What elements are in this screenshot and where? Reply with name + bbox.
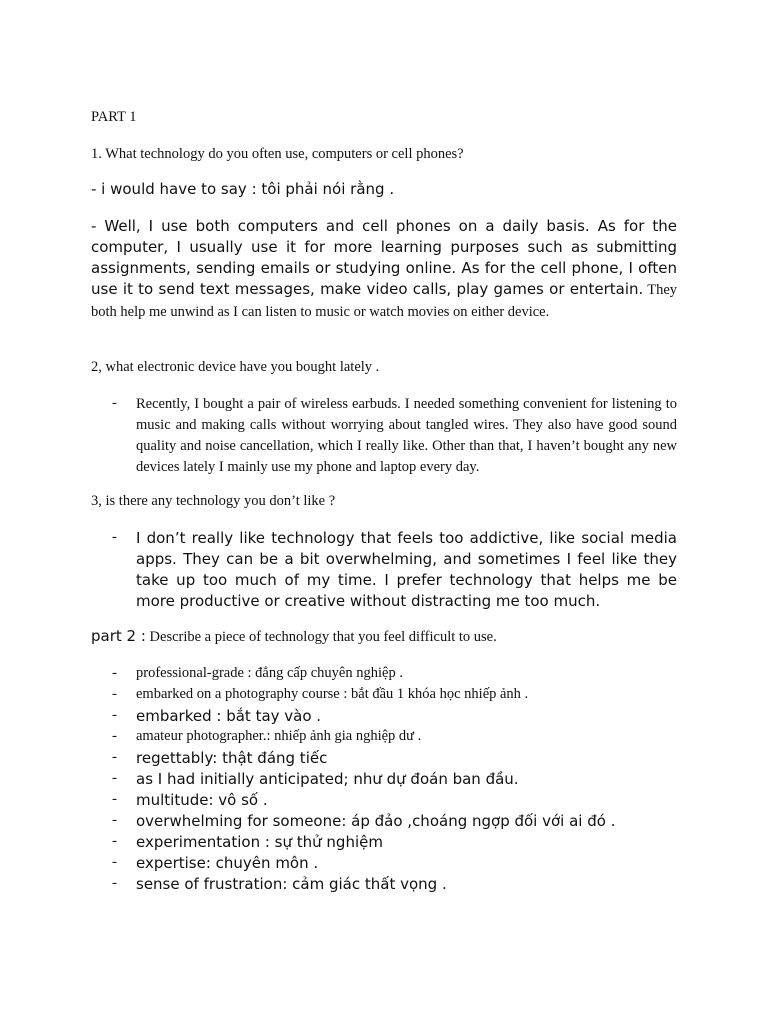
bullet-dash: -	[112, 875, 117, 891]
vocab-text: regettably: thật đáng tiếc	[136, 749, 328, 767]
bullet-dash: -	[112, 707, 117, 723]
vocab-text: amateur photographer.: nhiếp ảnh gia nghiệp dư .	[136, 728, 422, 744]
answer-2: Recently, I bought a pair of wireless earbuds. I needed something convenient for listening to music and making calls without worrying about tangled wires. They also have good sound quality and noise cancellation, which I really like. Other than that, I haven’t bought any new devices lately I mainly use my phone and laptop every day.	[136, 396, 677, 475]
bullet-dash: -	[112, 395, 117, 411]
question-3: 3, is there any technology you don’t like ?	[91, 493, 336, 509]
vocab-item	[0, 770, 700, 791]
answer-1-tail: They both help me unwind as I can listen to music or watch movies on either device.	[91, 282, 678, 320]
bullet-dash: -	[112, 770, 117, 786]
vocab-item	[0, 707, 700, 728]
part1-heading: PART 1	[91, 109, 137, 125]
part2-heading	[91, 627, 677, 646]
bullet-dash: -	[112, 854, 117, 870]
answer-1	[91, 216, 677, 323]
answer-1-main: - Well, I use both computers and cell phones on a daily basis. As for the computer, I usually use it for more learning purposes such as submitting assignments, sending emails or studying online. As for the cell phone, I often use it to send text messages, make video calls, play games or entertain.	[91, 217, 677, 298]
vocab-text: embarked : bắt tay vào .	[136, 707, 322, 725]
part2-label: part 2 :	[91, 627, 146, 645]
vocab-item	[0, 875, 700, 896]
bullet-dash: -	[112, 749, 117, 765]
vocab-text: overwhelming for someone: áp đảo ,choáng ngợp đối với ai đó .	[136, 812, 616, 830]
vocab-item	[0, 686, 700, 707]
vocab-text: embarked on a photography course : bắt đầu 1 khóa học nhiếp ảnh .	[136, 686, 529, 702]
bullet-dash: -	[112, 665, 117, 681]
bullet-dash: -	[112, 529, 117, 545]
bullet-dash: -	[112, 686, 117, 702]
vocab-item	[0, 665, 700, 686]
vocab-item	[0, 833, 700, 854]
vocab-text: sense of frustration: cảm giác thất vọng .	[136, 875, 447, 893]
vocab-text: experimentation : sự thử nghiệm	[136, 833, 383, 851]
vocab-item	[0, 728, 700, 749]
vocab-text: professional-grade : đẳng cấp chuyên nghiệp .	[136, 665, 403, 681]
question-2: 2, what electronic device have you bought lately .	[91, 359, 380, 375]
bullet-dash: -	[112, 833, 117, 849]
vocab-text: expertise: chuyên môn .	[136, 854, 319, 872]
part2-prompt: Describe a piece of technology that you feel difficult to use.	[145, 629, 497, 645]
vocab-text: multitude: vô số .	[136, 791, 268, 809]
vocab-text: as I had initially anticipated; như dự đoán ban đầu.	[136, 770, 519, 788]
bullet-dash: -	[112, 812, 117, 828]
vocab-item	[0, 749, 700, 770]
question-1: 1. What technology do you often use, computers or cell phones?	[91, 146, 464, 162]
answer-3: I don’t really like technology that feels too addictive, like social media apps. They can be a bit overwhelming, and sometimes I feel like they take up too much of my time. I prefer technology that helps me be more productive or creative without distracting me too much.	[136, 529, 677, 610]
note-phrase: - i would have to say : tôi phải nói rằng .	[91, 180, 395, 198]
bullet-dash: -	[112, 791, 117, 807]
vocab-item	[0, 854, 700, 875]
bullet-dash: -	[112, 728, 117, 744]
vocab-item	[0, 812, 700, 833]
vocab-item	[0, 791, 700, 812]
